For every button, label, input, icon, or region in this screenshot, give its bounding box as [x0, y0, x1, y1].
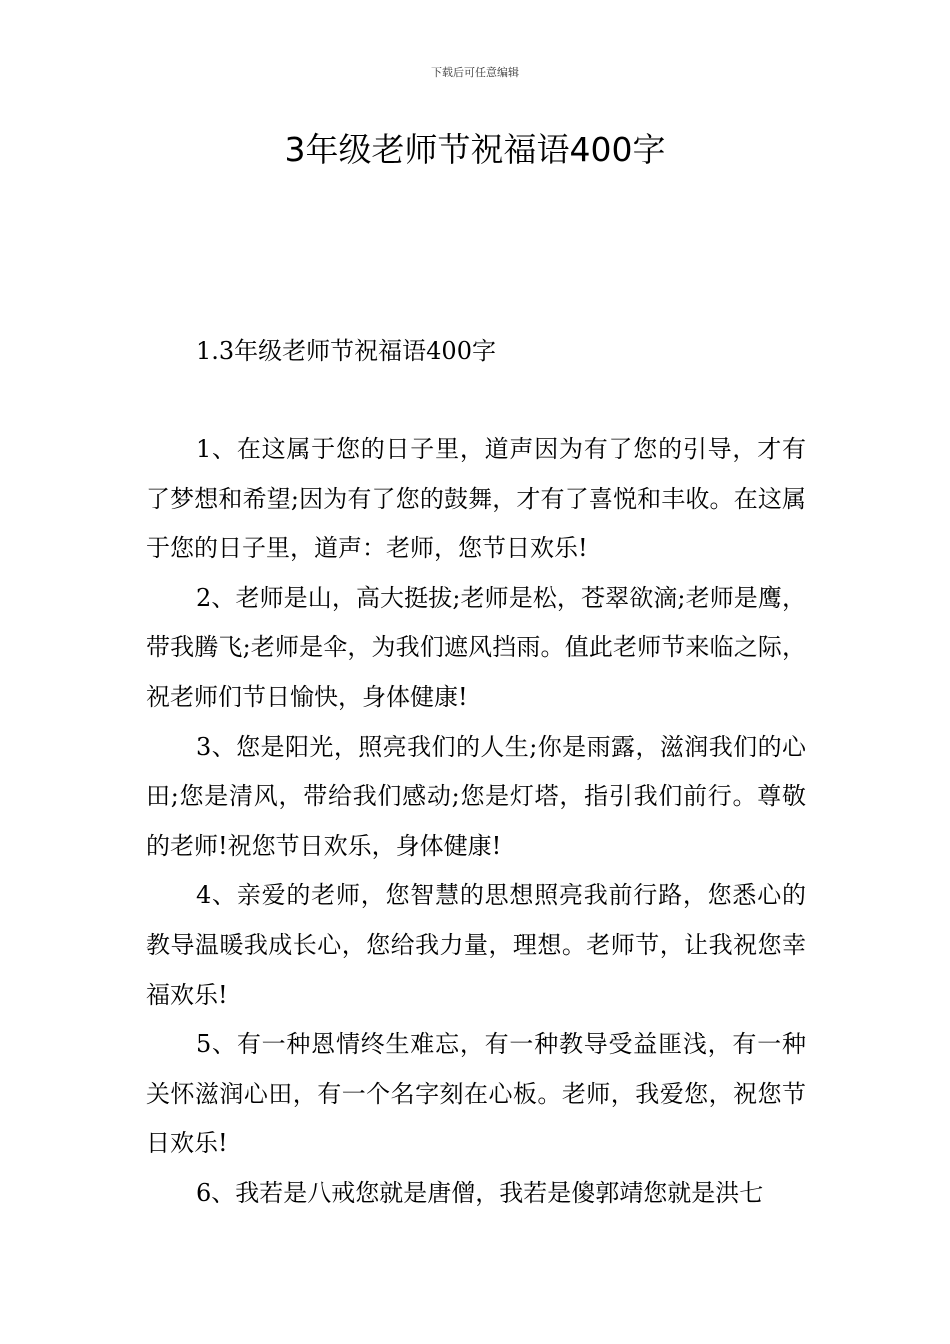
paragraph: 6、我若是八戒您就是唐僧，我若是傻郭靖您就是洪七 [196, 1178, 764, 1207]
paragraph: 3、您是阳光，照亮我们的人生;你是雨露，滋润我们的心田;您是清风，带给我们感动;您是灯塔，指引我们前行。尊敬的老师!祝您节日欢乐，身体健康! [146, 732, 806, 860]
paragraph: 4、亲爱的老师，您智慧的思想照亮我前行路，您悉心的教导温暖我成长心，您给我力量，理想。老师节，让我祝您幸福欢乐! [146, 881, 806, 1009]
document-title: 3年级老师节祝福语400字 [284, 130, 666, 169]
paragraph: 2、老师是山，高大挺拔;老师是松，苍翠欲滴;老师是鹰，带我腾飞;老师是伞，为我们遮风挡雨。值此老师节来临之际，祝老师们节日愉快，身体健康! [146, 583, 806, 711]
paragraph: 1、在这属于您的日子里，道声因为有了您的引导，才有了梦想和希望;因为有了您的鼓舞，才有了喜悦和丰收。在这属于您的日子里，道声：老师，您节日欢乐! [146, 435, 806, 563]
paragraph: 5、有一种恩情终生难忘，有一种教导受益匪浅，有一种关怀滋润心田，有一个名字刻在心板。老师，我爱您，祝您节日欢乐! [146, 1030, 806, 1158]
paragraph-list [146, 425, 806, 1219]
header-note: 下载后可任意编辑 [431, 66, 519, 79]
section-heading: 1.3年级老师节祝福语400字 [196, 337, 496, 365]
